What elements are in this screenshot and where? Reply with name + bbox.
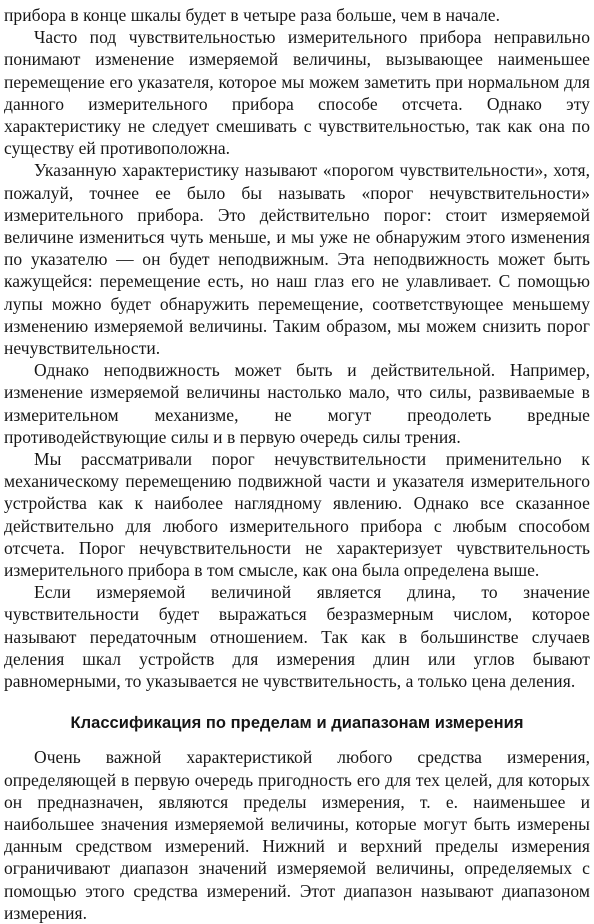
paragraph-threshold-generalization: Мы рассматривали порог нечувствительности применительно к механическому перемещению подвижной части и указателя измерительного устройства как к наиболее наглядному явлению. Однако все сказанное действительно для любого измерительного прибора с любым способом отсчета. Порог нечувствительности не характеризует чувствительность измерительного прибора в том смысле, как она была определена выше. bbox=[4, 449, 590, 581]
paragraph-continuation: прибора в конце шкалы будет в четыре раза больше, чем в начале. bbox=[4, 5, 501, 25]
paragraph-measurement-limits: Очень важной характеристикой любого средства измерения, определяющей в первую очередь пригодность его для тех целей, для которых он предназначен, являются пределы измерения, т. е. наименьшее и наибольшее значения измеряемой величины, которые могут быть измерены данным средством измерений. Нижний и верхний пределы измерения ограничивают диапазон значений измеряемой величины, определяемых с помощью этого средства измерений. Этот диапазон называют диапазоном измерения. bbox=[4, 747, 590, 923]
section-heading: Классификация по пределам и диапазонам измерения bbox=[70, 714, 524, 733]
spacer bbox=[4, 734, 590, 746]
paragraph-transfer-ratio: Если измеряемой величиной является длина, то значение чувствительности будет выражаться безразмерным числом, которое называют передаточным отношением. Так как в большинстве случаев деления шкал устройств для измерения длин или углов бывают равномерными, то указывается не чувствительность, а только цена деления. bbox=[4, 582, 590, 692]
paragraph-sensitivity-misconception: Часто под чувствительностью измерительного прибора неправильно понимают изменение измеряемой величины, вызывающее наименьшее перемещение его указателя, которое мы можем заметить при нормальном для данного измерительного прибора способе отсчета. Однако эту характеристику не следует смешивать с чувствительностью, так как она по существу ей противоположна. bbox=[4, 27, 590, 159]
paragraph-real-immobility: Однако неподвижность может быть и действительной. Например, изменение измеряемой величины настолько мало, что силы, развиваемые в измерительном механизме, не могут преодолеть вредные противодействующие силы и в первую очередь силы трения. bbox=[4, 360, 590, 447]
document-page bbox=[4, 4, 590, 923]
spacer bbox=[4, 692, 590, 712]
paragraph-threshold-definition: Указанную характеристику называют «порогом чувствительности», хотя, пожалуй, точнее ее было бы называть «порог нечувствительности» измерительного прибора. Это действительно порог: стоит измеряемой величине измениться чуть меньше, и мы уже не обнаружим этого изменения по указателю — он будет неподвижным. Эта неподвижность может быть кажущейся: перемещение есть, но наш глаз его не улавливает. С помощью лупы можно будет обнаружить перемещение, соответствующее меньшему изменению измеряемой величины. Таким образом, мы можем снизить порог нечувствительности. bbox=[4, 160, 590, 359]
